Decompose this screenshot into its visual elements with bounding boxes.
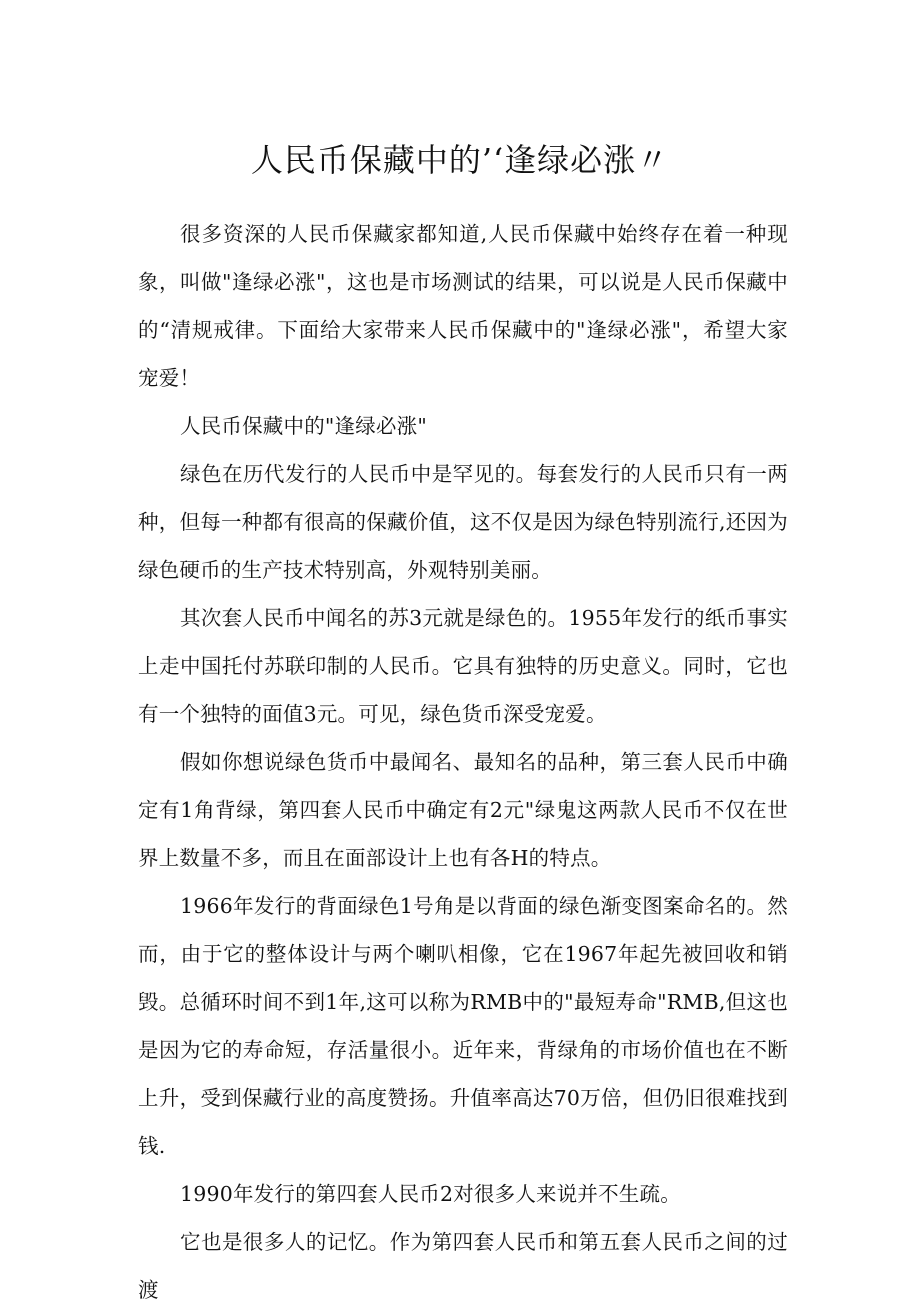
paragraph-intro: 很多资深的人民币保藏家都知道,人民币保藏中始终存在着一种现象，叫做"逢绿必涨"，这也是市场测试的结果，可以说是人民币保藏中的“清规戒律。下面给大家带来人民币保藏中的"逢绿必涨"，希望大家宠爱！ — [138, 222, 788, 390]
paragraph-1966-back-green: 1966年发行的背面绿色1号角是以背面的绿色渐变图案命名的。然而，由于它的整体设计与两个喇叭相像，它在1967年起先被回收和销毁。总循环时间不到1年,这可以称为RMB中的"最短寿命"RMB,但这也是因为它的寿命短，存活量很小。近年来，背绿角的市场价值也在不断上升，受到保藏行业的高度赞扬。升值率高达70万倍，但仍旧很难找到钱. — [138, 894, 788, 1158]
paragraph-su-3-yuan: 其次套人民币中闻名的苏3元就是绿色的。1955年发行的纸币事实上走中国托付苏联印制的人民币。它具有独特的历史意义。同时，它也有一个独特的面值3元。可见，绿色货币深受宠爱。 — [138, 606, 788, 726]
paragraph-famous-varieties: 假如你想说绿色货币中最闻名、最知名的品种，第三套人民币中确定有1角背绿，第四套人民币中确定有2元"绿鬼这两款人民币不仅在世界上数量不多，而且在面部设计上也有各H的特点。 — [138, 750, 788, 870]
document-body — [138, 210, 788, 1314]
document-title: 人民币保藏中的’‘逢绿必涨〃 — [250, 141, 670, 179]
paragraph-subheading: 人民币保藏中的"逢绿必涨" — [180, 414, 427, 438]
paragraph-green-rare: 绿色在历代发行的人民币中是罕见的。每套发行的人民币只有一两种，但每一种都有很高的保藏价值，这不仅是因为绿色特别流行,还因为绿色硬币的生产技术特别高，外观特别美丽。 — [138, 462, 788, 582]
paragraph-1990-2-yuan: 1990年发行的第四套人民币2对很多人来说并不生疏。 — [180, 1182, 681, 1206]
paragraph-memory: 它也是很多人的记忆。作为第四套人民币和第五套人民币之间的过渡 — [138, 1230, 788, 1302]
